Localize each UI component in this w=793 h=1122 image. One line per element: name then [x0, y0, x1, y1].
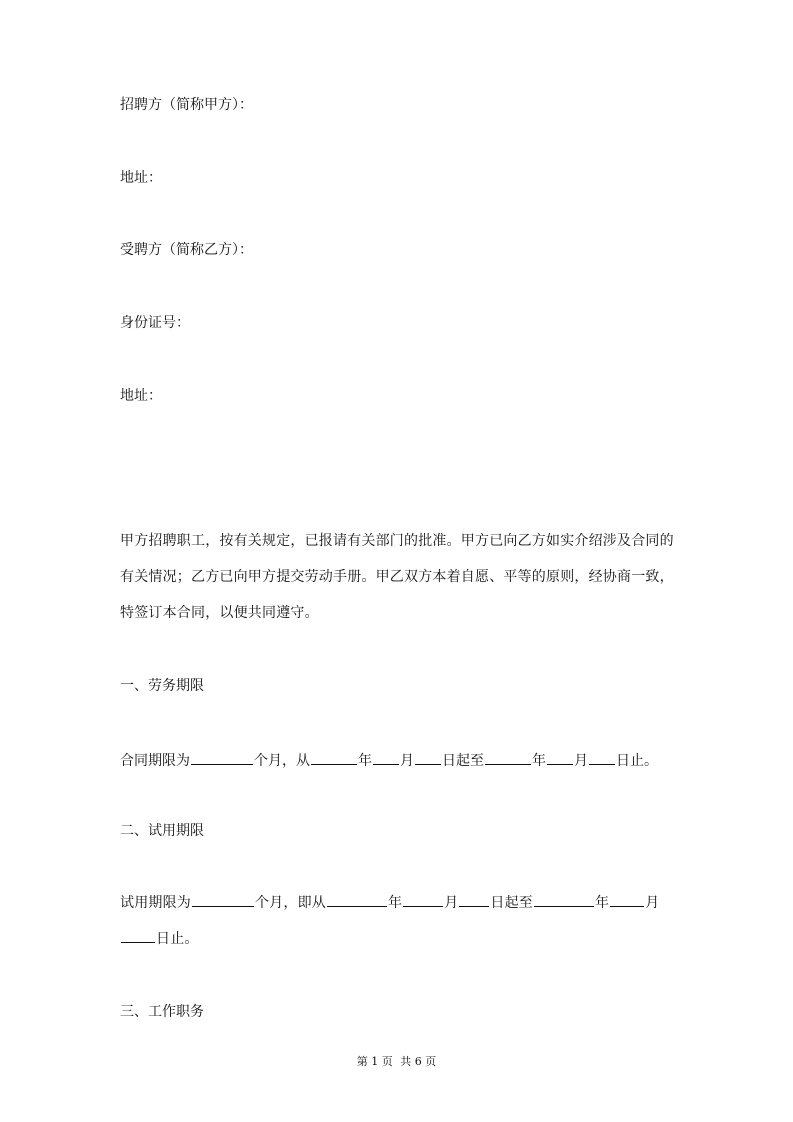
probation-start-month-blank — [403, 891, 443, 907]
party-a-label: 招聘方（简称甲方）： — [120, 97, 253, 113]
probation-text-6: 年 — [595, 895, 610, 911]
term-text-5: 日起至 — [442, 753, 484, 769]
probation-text-3: 年 — [388, 895, 403, 911]
end-year-blank — [485, 749, 531, 765]
probation-text-8: 日止。 — [156, 931, 199, 947]
term-text-6: 年 — [532, 753, 546, 769]
end-day-blank — [589, 749, 615, 765]
probation-end-month-blank — [610, 891, 644, 907]
probation-text-5: 日起至 — [490, 895, 534, 911]
end-month-blank — [547, 749, 573, 765]
party-b-address-label: 地址： — [120, 388, 162, 404]
probation-months-blank — [192, 891, 254, 907]
start-day-blank — [415, 749, 441, 765]
page-number: 第 1 页 — [356, 1055, 393, 1068]
probation-text-4: 月 — [444, 895, 459, 911]
term-text-7: 月 — [574, 753, 588, 769]
probation-text-7: 月 — [645, 895, 660, 911]
term-text-8: 日止。 — [616, 753, 658, 769]
term-text-2: 个月，从 — [254, 753, 310, 769]
probation-end-day-blank — [121, 927, 155, 943]
section-3-heading: 三、工作职务 — [120, 1004, 204, 1020]
party-a-address-label: 地址： — [120, 170, 162, 186]
section-2-heading: 二、试用期限 — [120, 823, 204, 839]
start-month-blank — [373, 749, 399, 765]
term-text-3: 年 — [358, 753, 372, 769]
probation-text-1: 试用期限为 — [120, 895, 191, 911]
id-number-label: 身份证号： — [120, 315, 190, 331]
probation-text-2: 个月，即从 — [255, 895, 326, 911]
start-year-blank — [311, 749, 357, 765]
page-footer — [0, 1053, 793, 1069]
term-text-4: 月 — [400, 753, 414, 769]
intro-paragraph: 甲方招聘职工，按有关规定，已报请有关部门的批准。甲方已向乙方如实介绍涉及合同的有关情况；乙方已向甲方提交劳动手册。甲乙双方本着自愿、平等的原则，经协商一致，特签订本合同，以便共同遵守。 — [120, 533, 674, 621]
probation-start-year-blank — [327, 891, 387, 907]
months-blank — [191, 749, 253, 765]
probation-end-year-blank — [534, 891, 594, 907]
party-b-label: 受聘方（简称乙方）： — [120, 242, 253, 258]
probation-paragraph — [120, 885, 676, 957]
contract-term-line — [120, 749, 658, 771]
probation-start-day-blank — [459, 891, 489, 907]
term-text-1: 合同期限为 — [120, 753, 190, 769]
page-total: 共 6 页 — [400, 1055, 437, 1068]
section-1-heading: 一、劳务期限 — [120, 678, 204, 694]
